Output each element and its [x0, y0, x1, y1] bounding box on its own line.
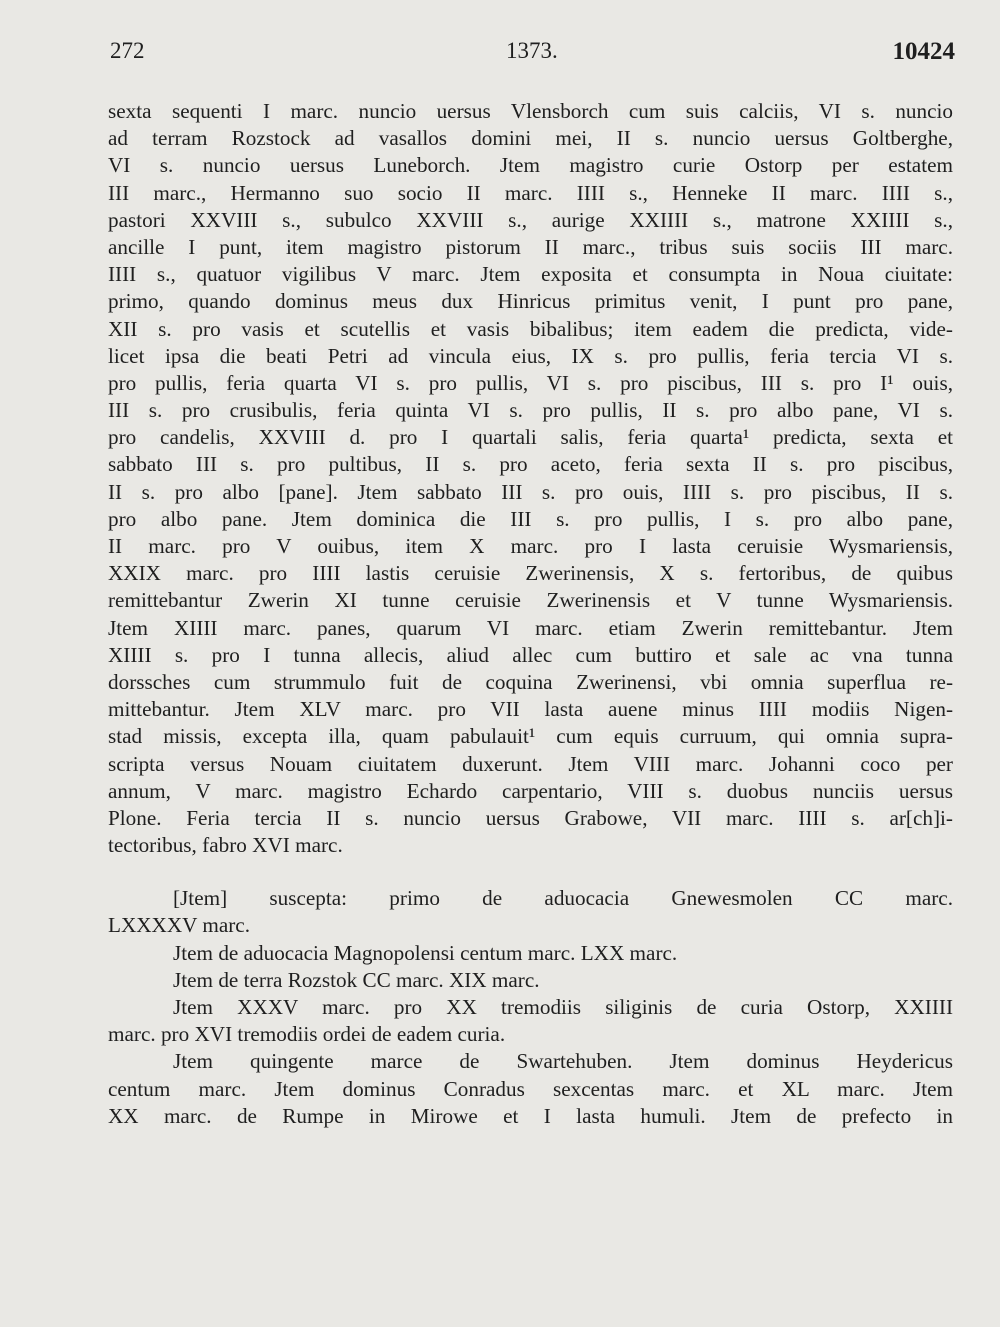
- text-line: mittebantur. Jtem XLV marc. pro VII lasta auene minus IIII modiis Nigen-: [108, 697, 953, 722]
- text-line: sexta sequenti I marc. nuncio uersus Vlensborch cum suis calciis, VI s. nuncio: [108, 99, 953, 123]
- text-line: III marc., Hermanno suo socio II marc. IIII s., Henneke II marc. IIII s.,: [108, 180, 953, 205]
- text-line: [Jtem] suscepta: primo de aduocacia Gnewesmolen CC marc.: [173, 886, 953, 911]
- text-line: pro albo pane. Jtem dominica die III s. pro pullis, I s. pro albo pane,: [108, 506, 953, 531]
- text-line: II marc. pro V ouibus, item X marc. pro I lasta ceruisie Wysmariensis,: [108, 534, 953, 558]
- text-line: licet ipsa die beati Petri ad vincula eius, IX s. pro pullis, feria tercia VI s.: [108, 343, 953, 368]
- text-line: Jtem de aduocacia Magnopolensi centum marc. LXX marc.: [173, 940, 678, 965]
- paragraph-ostorp: [108, 994, 953, 1048]
- text-line: Plone. Feria tercia II s. nuncio uersus Grabowe, VII marc. IIII s. ar[ch]i-: [108, 805, 953, 830]
- text-line: ancille I punt, item magistro pistorum II marc., tribus suis sociis III marc.: [108, 234, 953, 259]
- text-line: centum marc. Jtem dominus Conradus sexcentas marc. et XL marc. Jtem: [108, 1076, 953, 1101]
- paragraph-receipts-intro: [108, 885, 953, 939]
- text-line: XX marc. de Rumpe in Mirowe et I lasta humuli. Jtem de prefecto in: [108, 1103, 953, 1128]
- text-line: marc. pro XVI tremodiis ordei de eadem curia.: [108, 1022, 506, 1047]
- text-line: pro candelis, XXVIII d. pro I quartali salis, feria quarta¹ predicta, sexta et: [108, 425, 953, 450]
- text-line: LXXXXV marc.: [108, 913, 251, 938]
- paragraph-gap: [108, 859, 953, 885]
- text-line: II s. pro albo [pane]. Jtem sabbato III s. pro ouis, IIII s. pro piscibus, II s.: [108, 479, 953, 504]
- text-line: XIIII s. pro I tunna allecis, aliud allec cum buttiro et sale ac vna tunna: [108, 642, 953, 667]
- paragraph-swartehuben: [108, 1048, 953, 1130]
- text-line: primo, quando dominus meus dux Hinricus primitus venit, I punt pro pane,: [108, 289, 953, 314]
- text-line: IIII s., quatuor vigilibus V marc. Jtem exposita et consumpta in Noua ciuitate:: [108, 262, 953, 287]
- text-line: scripta versus Nouam ciuitatem duxerunt. Jtem VIII marc. Johanni coco per: [108, 751, 953, 776]
- text-line: ad terram Rozstock ad vasallos domini mei, II s. nuncio uersus Goltberghe,: [108, 126, 953, 151]
- text-line: tectoribus, fabro XVI marc.: [108, 833, 343, 858]
- document-number: 10424: [892, 38, 955, 65]
- text-line: Jtem de terra Rozstok CC marc. XIX marc.: [173, 967, 540, 992]
- text-line: sabbato III s. pro pultibus, II s. pro aceto, feria sexta II s. pro piscibus,: [108, 452, 953, 477]
- text-line: Jtem XXXV marc. pro XX tremodiis siliginis de curia Ostorp, XXIIII: [173, 995, 953, 1019]
- text-line: pro pullis, feria quarta VI s. pro pullis, VI s. pro piscibus, III s. pro I¹ ouis,: [108, 370, 953, 395]
- page-header: [110, 38, 955, 70]
- text-line: XXIX marc. pro IIII lastis ceruisie Zwerinensis, X s. fertoribus, de quibus: [108, 561, 953, 586]
- text-line: Jtem XIIII marc. panes, quarum VI marc. etiam Zwerin remittebantur. Jtem: [108, 615, 953, 640]
- text-line: XII s. pro vasis et scutellis et vasis bibalibus; item eadem die predicta, vide-: [108, 316, 953, 341]
- text-line: pastori XXVIII s., subulco XXVIII s., aurige XXIIII s., matrone XXIIII s.,: [108, 207, 953, 232]
- text-line: annum, V marc. magistro Echardo carpentario, VIII s. duobus nunciis uersus: [108, 778, 953, 803]
- body-text: [108, 98, 953, 1130]
- text-line: III s. pro crusibulis, feria quinta VI s. pro pullis, II s. pro albo pane, VI s.: [108, 398, 953, 423]
- paragraph-magnopolensi: [108, 940, 953, 967]
- text-line: Jtem quingente marce de Swartehuben. Jtem dominus Heydericus: [173, 1049, 953, 1074]
- text-line: stad missis, excepta illa, quam pabulauit¹ cum equis curruum, qui omnia supra-: [108, 724, 953, 749]
- text-line: dorssches cum strummulo fuit de coquina Zwerinensi, vbi omnia superflua re-: [108, 669, 953, 694]
- text-line: remittebantur Zwerin XI tunne ceruisie Zwerinensis et V tunne Wysmariensis.: [108, 588, 953, 613]
- year-heading: 1373.: [506, 38, 558, 63]
- page-number: 272: [110, 38, 145, 63]
- text-line: VI s. nuncio uersus Luneborch. Jtem magistro curie Ostorp per estatem: [108, 153, 953, 178]
- paragraph-rozstok: [108, 967, 953, 994]
- paragraph-expenses: [108, 98, 953, 859]
